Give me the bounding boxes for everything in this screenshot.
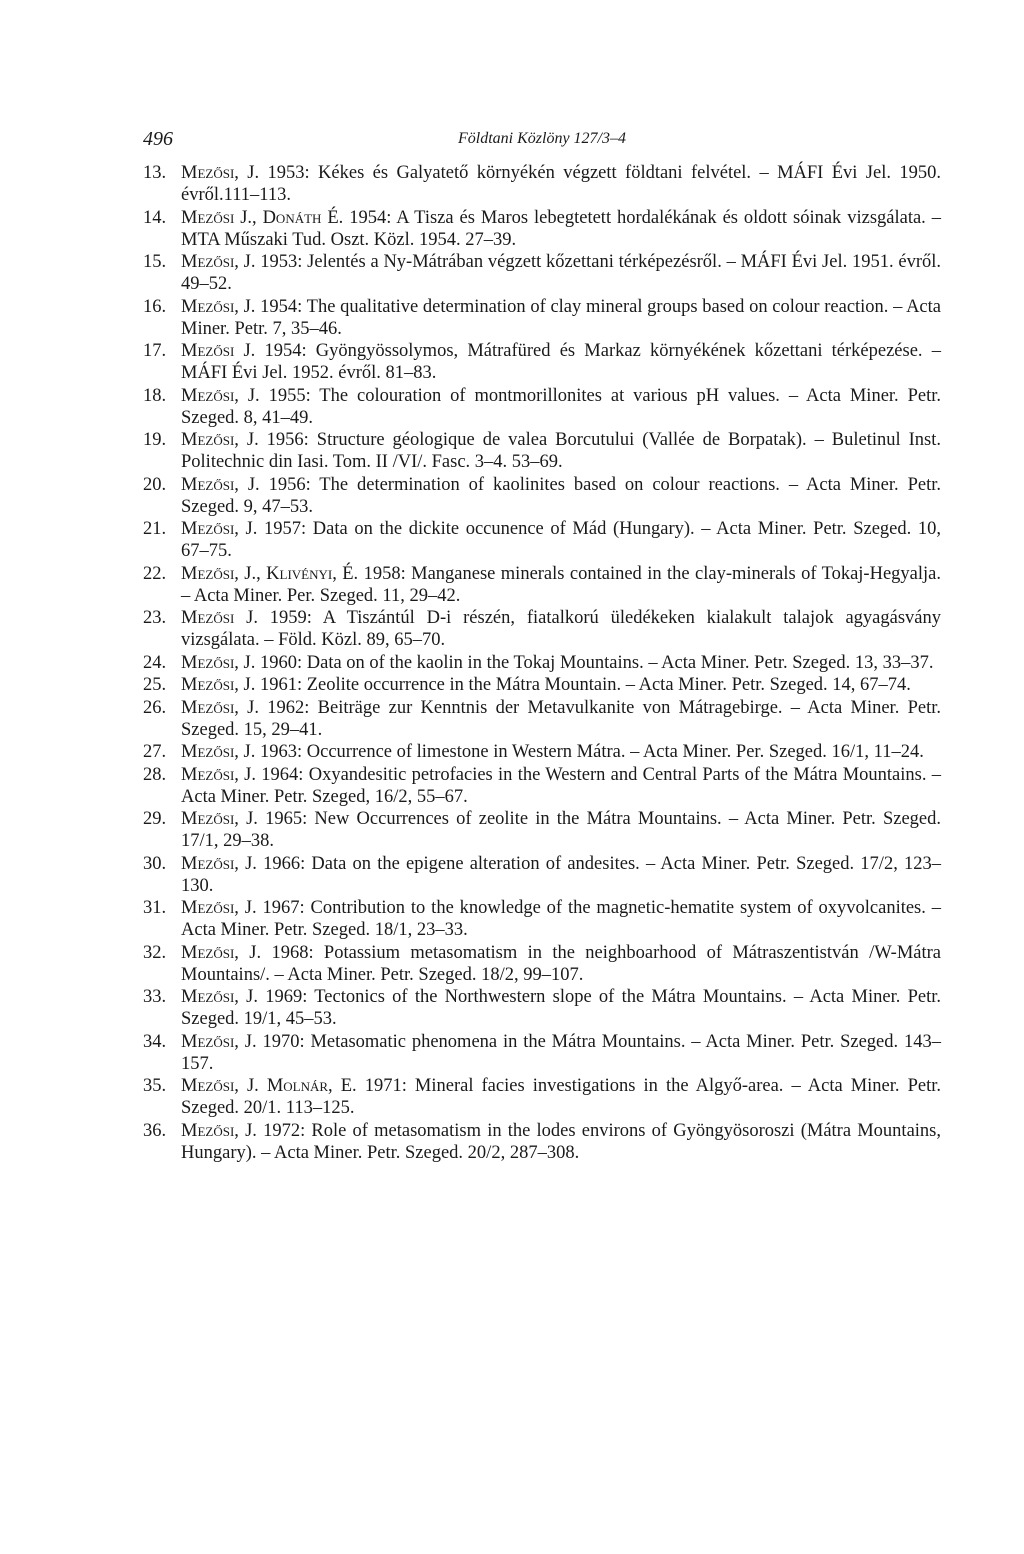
reference-text: 1957: Data on the dickite occunence of Mád (Hungary). – Acta Miner. Petr. Szeged. 10, 67–75. [181,519,942,561]
reference-author: Mezősi, J. [181,652,256,673]
reference-text: 1956: The determination of kaolinites based on colour reactions. – Acta Miner. Petr. Szeged. 9, 47–53. [181,474,941,517]
reference-text: 1960: Data on of the kaolin in the Tokaj Mountains. – Acta Miner. Petr. Szeged. 13, 33–37. [255,652,934,673]
reference-text: 1954: A Tisza és Maros lebegtetett hordalékának és oldott sóinak vizsgálata. – MTA Műszaki Tud. Oszt. Közl. 1954. 27–39. [181,207,941,250]
reference-author: Mezősi, J. [181,675,256,695]
page-header [143,128,941,152]
reference-number: 32. [143,942,167,963]
reference-number: 30. [143,853,167,874]
reference-text: 1971: Mineral facies investigations in the Algyő-area. – Acta Miner. Petr. Szeged. 20/1. 113–125. [181,1076,941,1118]
reference-text: 1967: Contribution to the knowledge of the magnetic-hematite system of oxyvolcanites. – Acta Miner. Petr. Szeged. 18/1, 23–33. [181,898,941,940]
reference-number: 17. [143,341,167,361]
reference-author: Mezősi, J., Klivényi, É. [181,563,359,584]
running-head-journal: Földtani Közlöny 127/3–4 [458,130,626,147]
reference-item [143,674,941,696]
reference-author: Mezősi, J. [181,385,260,406]
reference-number: 16. [143,296,167,317]
reference-number: 28. [143,764,167,785]
reference-item [143,764,941,808]
reference-number: 19. [143,430,167,450]
reference-number: 15. [143,252,167,272]
reference-author: Mezősi J. [181,608,258,628]
reference-text: 1956: Structure géologique de valea Borcutului (Vallée de Borpatak). – Buletinul Inst. Politechnic din Iasi. Tom. II /VI/. Fasc. 3–4. 53–69. [181,430,941,472]
reference-item [143,853,941,897]
reference-item [143,251,941,295]
reference-item [143,1120,941,1164]
reference-author: Mezősi, J. [181,764,257,785]
reference-author: Mezősi, J. [181,809,258,829]
reference-text: 1954: The qualitative determination of clay mineral groups based on colour reaction. – Acta Miner. Petr. 7, 35–46. [181,296,941,339]
reference-author: Mezősi, J. [181,1120,257,1141]
reference-author: Mezősi, J. [181,519,258,539]
reference-text: 1954: Gyöngyössolymos, Mátrafüred és Markaz környékének kőzettani térképezése. – MÁFI Évi Jel. 1952. évről. 81–83. [181,341,941,383]
reference-item [143,741,941,763]
reference-number: 29. [143,809,167,829]
reference-item [143,340,941,384]
reference-text: 1962: Beiträge zur Kenntnis der Metavulkanite von Mátragebirge. – Acta Miner. Petr. Szeged. 15, 29–41. [181,697,941,740]
reference-text: 1969: Tectonics of the Northwestern slope of the Mátra Mountains. – Acta Miner. Petr. Szeged. 19/1, 45–53. [181,987,941,1029]
reference-text: 1961: Zeolite occurrence in the Mátra Mountain. – Acta Miner. Petr. Szeged. 14, 67–74. [255,675,911,695]
reference-item [143,942,941,986]
reference-number: 14. [143,207,167,228]
reference-item [143,897,941,941]
reference-number: 21. [143,519,167,539]
reference-number: 23. [143,608,167,628]
reference-item [143,1075,941,1119]
reference-number: 33. [143,987,167,1007]
reference-text: 1959: A Tiszántúl D-i részén, fiatalkorú üledékeken kialakult talajok agyagásvány vizsgálata. – Föld. Közl. 89, 65–70. [181,608,941,650]
reference-item [143,429,941,473]
reference-item [143,607,941,651]
reference-item [143,296,941,340]
reference-number: 27. [143,742,167,762]
reference-item [143,986,941,1030]
reference-author: Mezősi, J. [181,252,256,272]
reference-text: 1968: Potassium metasomatism in the neighboarhood of Mátraszentistván /W-Mátra Mountains/. – Acta Miner. Petr. Szeged. 18/2, 99–107. [181,942,942,985]
reference-text: 1953: Kékes és Galyatető környékén végzett földtani felvétel. – MÁFI Évi Jel. 1950. évről.111–113. [181,163,941,205]
reference-number: 26. [143,697,167,718]
page-number: 496 [143,128,173,150]
reference-text: 1965: New Occurrences of zeolite in the Mátra Mountains. – Acta Miner. Petr. Szeged. 17/1, 29–38. [181,809,941,851]
reference-number: 24. [143,652,167,673]
reference-author: Mezősi, J. [181,853,257,874]
reference-list [143,162,941,1164]
reference-number: 25. [143,675,167,695]
reference-number: 36. [143,1120,167,1141]
reference-item [143,474,941,518]
reference-item [143,518,941,562]
reference-item [143,697,941,741]
reference-number: 34. [143,1031,167,1052]
reference-author: Mezősi, J. [181,898,257,918]
reference-author: Mezősi J. [181,341,256,361]
reference-author: Mezősi, J. [181,296,256,317]
reference-author: Mezősi, J. [181,697,259,718]
reference-author: Mezősi, J. Molnár, E. [181,1076,357,1096]
reference-item [143,563,941,607]
reference-author: Mezősi, J. [181,163,260,183]
reference-item [143,1031,941,1075]
reference-number: 31. [143,898,167,918]
reference-number: 35. [143,1076,167,1096]
reference-text: 1972: Role of metasomatism in the lodes environs of Gyöngyösoroszi (Mátra Mountains, Hungary). – Acta Miner. Petr. Szeged. 20/2, 287–308. [181,1120,941,1163]
reference-author: Mezősi, J. [181,1031,257,1052]
reference-text: 1955: The colouration of montmorillonites at various pH values. – Acta Miner. Petr. Szeged. 8, 41–49. [181,385,941,428]
reference-text: 1964: Oxyandesitic petrofacies in the Western and Central Parts of the Mátra Mountains. – Acta Miner. Petr. Szeged, 16/2, 55–67. [181,764,941,807]
reference-text: 1953: Jelentés a Ny-Mátrában végzett kőzettani térképezésről. – MÁFI Évi Jel. 1951. évről. 49–52. [181,252,942,294]
reference-item [143,385,941,429]
reference-number: 22. [143,563,167,584]
reference-author: Mezősi, J. [181,430,259,450]
reference-item [143,162,941,206]
reference-text: 1958: Manganese minerals contained in the clay-minerals of Tokaj-Hegyalja. – Acta Miner. Per. Szeged. 11, 29–42. [181,563,941,606]
reference-text: 1970: Metasomatic phenomena in the Mátra Mountains. – Acta Miner. Petr. Szeged. 143–157. [181,1031,941,1074]
reference-item [143,652,941,674]
reference-item [143,808,941,852]
reference-number: 13. [143,163,167,183]
reference-author: Mezősi, J. [181,987,258,1007]
reference-author: Mezősi J., Donáth É. [181,207,344,228]
reference-text: 1963: Occurrence of limestone in Western Mátra. – Acta Miner. Per. Szeged. 16/1, 11–24. [255,742,924,762]
reference-author: Mezősi, J. [181,742,256,762]
reference-text: 1966: Data on the epigene alteration of andesites. – Acta Miner. Petr. Szeged. 17/2, 123–130. [181,853,941,896]
reference-item [143,207,941,251]
reference-author: Mezősi, J. [181,942,262,963]
reference-number: 20. [143,474,167,495]
reference-number: 18. [143,385,167,406]
reference-author: Mezősi, J. [181,474,260,495]
